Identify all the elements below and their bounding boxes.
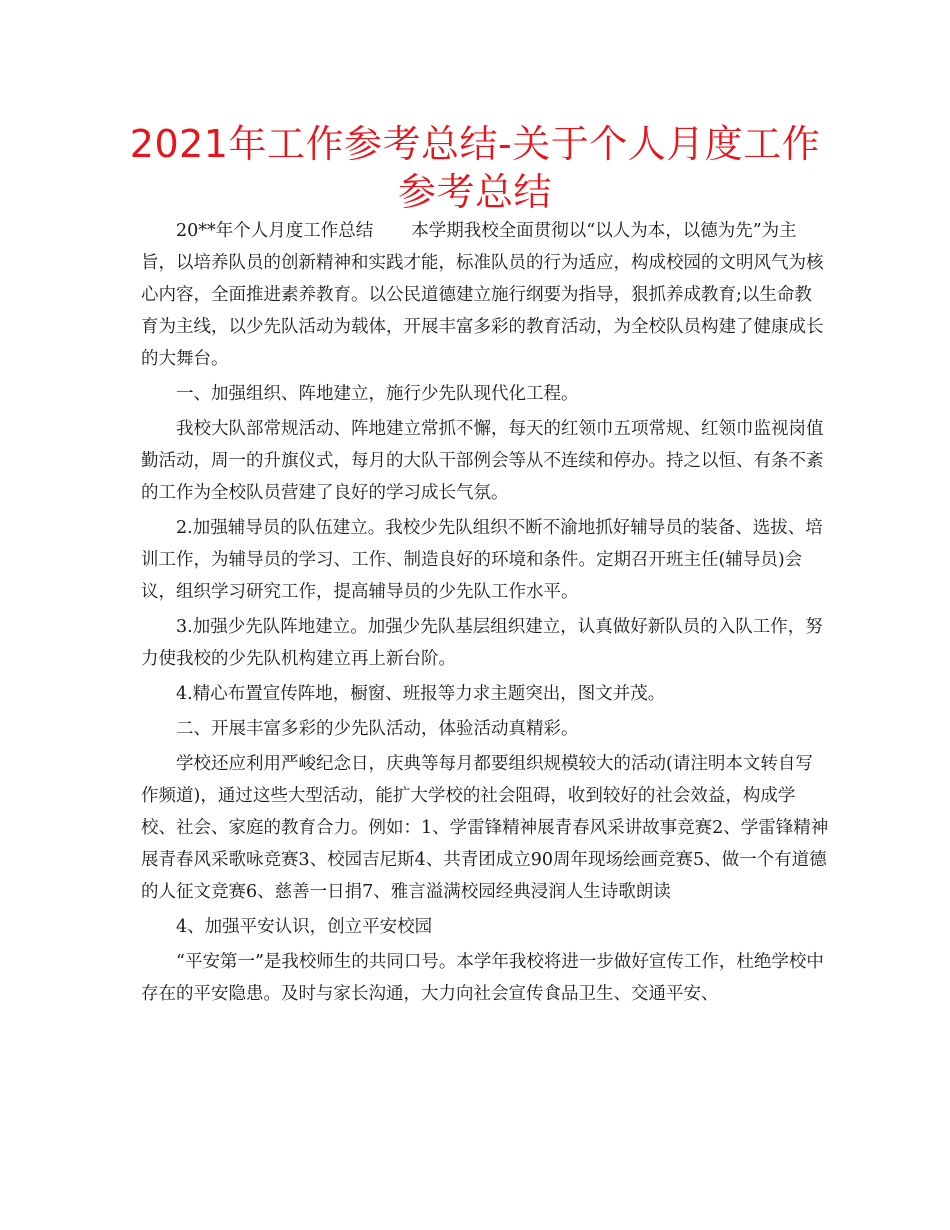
- paragraph-10: “平安第一”是我校师生的共同口号。本学年我校将进一步做好宣传工作，杜绝学校中存在的平安隐患。及时与家长沟通，大力向社会宣传食品卫生、交通平安、: [141, 952, 824, 1004]
- paragraph-1: [141, 215, 829, 375]
- paragraph-3: 我校大队部常规活动、阵地建立常抓不懈，每天的红领巾五项常规、红领巾监视岗值勤活动，周一的升旗仪式，每月的大队干部例会等从不连续和停办。持之以恒、有条不紊的工作为全校队员营建了良好的学习成长气氛。: [141, 419, 824, 503]
- paragraph-2: 一、加强组织、阵地建立，施行少先队现代化工程。: [176, 384, 579, 404]
- paragraph-5: 3.加强少先队阵地建立。加强少先队基层组织建立，认真做好新队员的入队工作，努力使我校的少先队机构建立再上新台阶。: [141, 617, 823, 669]
- paragraph-text: 本学期我校全面贯彻以“以人为本，以德为先”为主旨，以培养队员的创新精神和实践才能，标准队员的行为适应，构成校园的文明风气为核心内容，全面推进素养教育。以公民道德建立施行纲要为指导，狠抓养成教育;以生命教育为主线，以少先队活动为载体，开展丰富多彩的教育活动，为全校队员构建了健康成长的大舞台。: [141, 221, 824, 369]
- document-body: [141, 215, 829, 1013]
- paragraph-7: 二、开展丰富多彩的少先队活动，体验活动真精彩。: [176, 719, 579, 739]
- paragraph-lead: 20**年个人月度工作总结: [176, 221, 374, 241]
- paragraph-9: 4、加强平安认识，创立平安校园: [176, 917, 433, 937]
- paragraph-8: 学校还应利用严峻纪念日，庆典等每月都要组织规模较大的活动(请注明本文转自写作频道)，通过这些大型活动，能扩大学校的社会阻碍，收到较好的社会效益，构成学校、社会、家庭的教育合力。例如：1、学雷锋精神展青春风采讲故事竞赛2、学雷锋精神展青春风采歌咏竞赛3、校园吉尼斯4、共青团成立90周年现场绘画竞赛5、做一个有道德的人征文竞赛6、慈善一日捐7、雅言溢满校园经典浸润人生诗歌朗读: [141, 754, 829, 902]
- document-title: 2021年工作参考总结-关于个人月度工作参考总结: [129, 122, 821, 214]
- paragraph-4: 2.加强辅导员的队伍建立。我校少先队组织不断不渝地抓好辅导员的装备、选拔、培训工作，为辅导员的学习、工作、制造良好的环境和条件。定期召开班主任(辅导员)会议，组织学习研究工作，提高辅导员的少先队工作水平。: [141, 518, 823, 602]
- paragraph-6: 4.精心布置宣传阵地，橱窗、班报等力求主题突出，图文并茂。: [176, 684, 666, 704]
